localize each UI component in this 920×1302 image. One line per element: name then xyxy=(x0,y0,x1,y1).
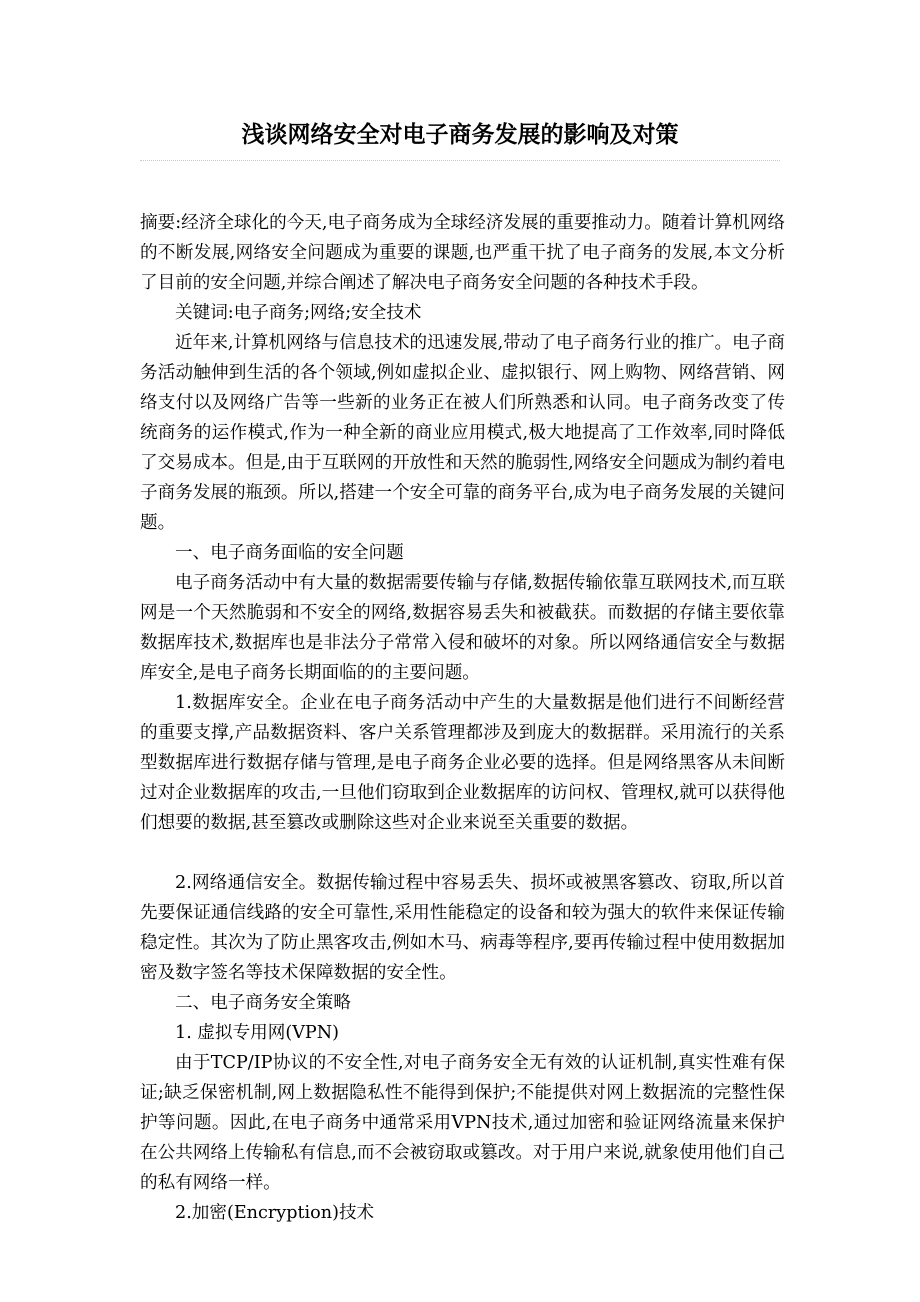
vpn-paragraph: 由于TCP/IP协议的不安全性,对电子商务安全无有效的认证机制,真实性难有保证;缺乏保密机制,网上数据隐私性不能得到保护;不能提供对网上数据流的完整性保护等问题。因此,在电子商务中通常采用VPN技术,通过加密和验证网络流量来保护在公共网络上传输私有信息,而不会被窃取或篡改。对于用户来说,就象使用他们自己的私有网络一样。 xyxy=(140,1053,785,1193)
network-security-paragraph: 2.网络通信安全。数据传输过程中容易丢失、损坏或被黑客篡改、窃取,所以首先要保证通信线路的安全可靠性,采用性能稳定的设备和较为强大的软件来保证传输稳定性。其次为了防止黑客攻击,例如木马、病毒等程序,要再传输过程中使用数据加密及数字签名等技术保障数据的安全性。 xyxy=(140,873,785,983)
intro-paragraph: 近年来,计算机网络与信息技术的迅速发展,带动了电子商务行业的推广。电子商务活动触伸到生活的各个领域,例如虚拟企业、虚拟银行、网上购物、网络营销、网络支付以及网络广告等一些新的业务正在被人们所熟悉和认同。电子商务改变了传统商务的运作模式,作为一种全新的商业应用模式,极大地提高了工作效率,同时降低了交易成本。但是,由于互联网的开放性和天然的脆弱性,网络安全问题成为制约着电子商务发展的瓶颈。所以,搭建一个安全可靠的商务平台,成为电子商务发展的关键问题。 xyxy=(140,333,785,533)
database-security-paragraph: 1.数据库安全。企业在电子商务活动中产生的大量数据是他们进行不间断经营的重要支撑,产品数据资料、客户关系管理都涉及到庞大的数据群。采用流行的关系型数据库进行数据存储与管理,是电子商务企业必要的选择。但是网络黑客从未间断过对企业数据库的攻击,一旦他们窃取到企业数据库的访问权、管理权,就可以获得他们想要的数据,甚至篡改或删除这些对企业来说至关重要的数据。 xyxy=(140,693,785,833)
blank-line xyxy=(140,838,785,868)
title-divider xyxy=(140,160,780,161)
document-body xyxy=(140,208,785,1228)
section-1-paragraph: 电子商务活动中有大量的数据需要传输与存储,数据传输依靠互联网技术,而互联网是一个天然脆弱和不安全的网络,数据容易丢失和被截获。而数据的存储主要依靠数据库技术,数据库也是非法分子常常入侵和破坏的对象。所以网络通信安全与数据库安全,是电子商务长期面临的的主要问题。 xyxy=(140,573,785,683)
keywords-paragraph: 关键词:电子商务;网络;安全技术 xyxy=(175,303,422,323)
section-heading-1: 一、电子商务面临的安全问题 xyxy=(175,543,404,563)
subheading-encryption: 2.加密(Encryption)技术 xyxy=(175,1203,375,1223)
abstract-paragraph: 摘要:经济全球化的今天,电子商务成为全球经济发展的重要推动力。随着计算机网络的不断发展,网络安全问题成为重要的课题,也严重干扰了电子商务的发展,本文分析了目前的安全问题,并综合阐述了解决电子商务安全问题的各种技术手段。 xyxy=(140,213,785,293)
subheading-vpn: 1. 虚拟专用网(VPN) xyxy=(175,1023,340,1043)
section-heading-2: 二、电子商务安全策略 xyxy=(175,993,351,1013)
document-title: 浅谈网络安全对电子商务发展的影响及对策 xyxy=(241,122,679,148)
